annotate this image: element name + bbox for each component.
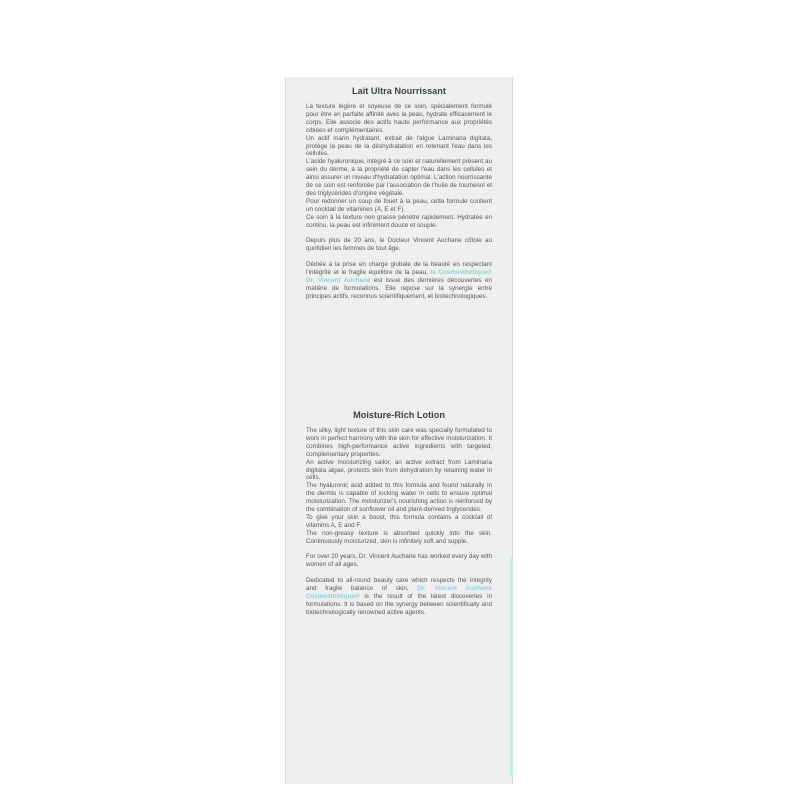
english-paragraph: The non-greasy texture is absorbed quickly into the skin. Continuously moisturized, skin is infinitely soft and supple. <box>306 529 492 545</box>
english-paragraph: To give your skin a boost, this formula contains a cocktail of vitamins A, E and F. <box>306 513 492 529</box>
french-brand-after: est issue des dernières découvertes en matière de formulations. Elle repose sur la synergie entre principes actifs, reconnus scientifiquement, et biotechnologiques. <box>306 276 492 300</box>
french-title: Lait Ultra Nourrissant <box>352 86 446 96</box>
french-brand-name: la Cosmesthétique® Dr. Vincent Auchane <box>306 269 492 284</box>
english-brand-name: Dr. Vincent Auchane Cosmesthétique® <box>306 585 492 600</box>
french-paragraph: L'acide hyaluronique, intégré à ce soin et naturellement présent au sein du derme, a la propriété de capter l'eau dans les cellules et ainsi assurer un niveau d'hydratation optimal. L'action nourrissante de ce soin est renforcée par l'association de l'huile de tournesol et des triglycérides d'origine végétale. <box>306 158 492 197</box>
english-text-panel <box>306 410 492 617</box>
french-paragraph: Ce soin à la texture non grasse pénètre rapidement. Hydratée en continu, la peau est infiniment douce et souple. <box>306 213 492 229</box>
french-brand-paragraph <box>306 261 492 301</box>
french-paragraph: Pour redonner un coup de fouet à la peau, cette formule contient un cocktail de vitamines (A, E et F). <box>306 197 492 213</box>
french-text-panel <box>306 86 492 301</box>
box-side-accent <box>510 557 513 777</box>
english-paragraph: The hyaluronic acid added to this formula and found naturally in the dermis is capable of locking water in cells to ensure optimal moisturization. The moisturizer's nourishing action is reinforced by the combination of sunflower oil and plant-derived triglycerides. <box>306 482 492 514</box>
english-brand-after: is the result of the latest discoveries in formulations. It is based on the synergy between scientifically and biotechnologically renowned active agents. <box>306 593 492 616</box>
english-brand-before: Dedicated to all-round beauty care which respects the integrity and fragile balance of skin, <box>306 577 492 593</box>
english-paragraph: An active moisturizing sailor, an active extract from Laminaria digitata algae, protects skin from dehydration by retaining water in cells. <box>306 458 492 482</box>
english-paragraph: The silky, light texture of this skin care was specially formulated to work in perfect harmony with the skin for effective moisturization. It combines high-performance active ingredients with targeted, complementary properties. <box>306 427 492 458</box>
english-brand-paragraph <box>306 577 492 617</box>
french-paragraph: Un actif marin hydratant, extrait de l'algue Laminaria digitata, protège la peau de la déshydratation en retenant l'eau dans les cellules. <box>306 134 492 158</box>
english-intro-paragraph: For over 20 years, Dr. Vincent Auchane has worked every day with women of all ages. <box>306 553 492 569</box>
english-title: Moisture-Rich Lotion <box>353 410 445 420</box>
french-intro-paragraph: Depuis plus de 20 ans, le Docteur Vincent Auchane côtoie au quotidien les femmes de tout âge. <box>306 237 492 253</box>
french-brand-before: Dédiée à la prise en charge globale de la beauté en respectant l'intégrité et le fragile équilibre de la peau, <box>306 261 492 276</box>
french-paragraph: La texture légère et soyeuse de ce soin, spécialement formulé pour être en parfaite affinité avec la peau, hydrate efficacement le corps. Elle associe des actifs haute performance aux propriétés ciblées et complémentaires. <box>306 103 492 134</box>
